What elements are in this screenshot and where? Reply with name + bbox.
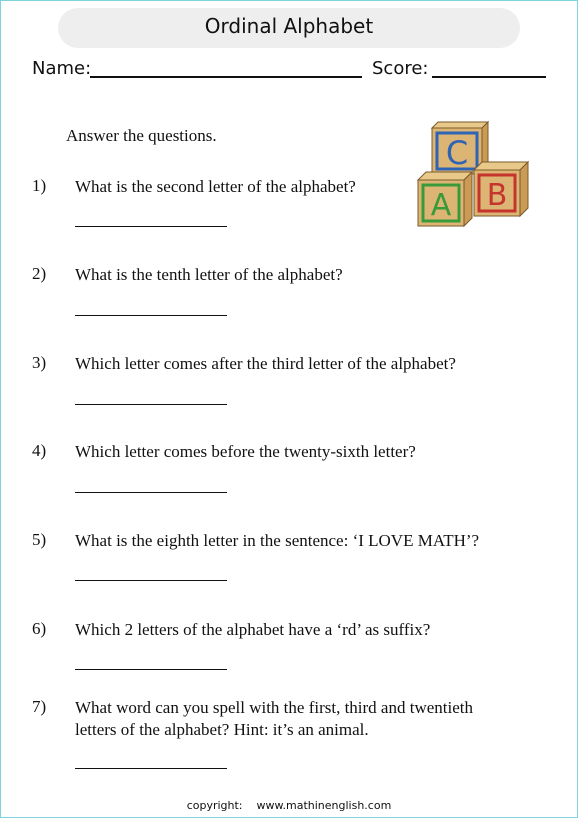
answer-line-6[interactable] (75, 669, 227, 670)
abc-blocks-image (412, 118, 532, 230)
question-text: What is the tenth letter of the alphabet? (75, 265, 343, 284)
question-number: 5) (32, 530, 47, 549)
question-number: 1) (32, 176, 47, 195)
answer-line-3[interactable] (75, 404, 227, 405)
question-text: What word can you spell with the first, third and twentieth letters of the alphabet? Hint: it’s an animal. (75, 698, 473, 739)
name-label: Name: (32, 58, 92, 79)
score-label: Score: (372, 58, 429, 79)
question-text: What is the eighth letter in the sentence: ‘I LOVE MATH’? (75, 531, 480, 550)
copyright-site-link[interactable]: www.mathinenglish.com (256, 799, 392, 812)
name-field[interactable] (90, 76, 362, 78)
copyright-label: copyright: (186, 799, 243, 812)
svg-text:C: C (445, 134, 469, 172)
question-text: Which 2 letters of the alphabet have a ‘rd’ as suffix? (75, 620, 431, 639)
answer-line-5[interactable] (75, 580, 227, 581)
answer-line-4[interactable] (75, 492, 227, 493)
question-text: Which letter comes before the twenty-sixth letter? (75, 442, 416, 461)
svg-text:A: A (430, 188, 452, 223)
question-number: 7) (32, 697, 47, 716)
question-number: 2) (32, 264, 47, 283)
copyright-footer (0, 799, 578, 812)
svg-text:B: B (486, 178, 508, 213)
question-text: Which letter comes after the third letter of the alphabet? (75, 354, 456, 373)
page-title: Ordinal Alphabet (204, 14, 374, 38)
instructions: Answer the questions. (66, 126, 217, 145)
question-number: 6) (32, 619, 47, 638)
score-field[interactable] (432, 76, 546, 78)
answer-line-2[interactable] (75, 315, 227, 316)
question-number: 4) (32, 441, 47, 460)
question-number: 3) (32, 353, 47, 372)
answer-line-7[interactable] (75, 768, 227, 769)
answer-line-1[interactable] (75, 226, 227, 227)
question-text: What is the second letter of the alphabet? (75, 177, 356, 196)
